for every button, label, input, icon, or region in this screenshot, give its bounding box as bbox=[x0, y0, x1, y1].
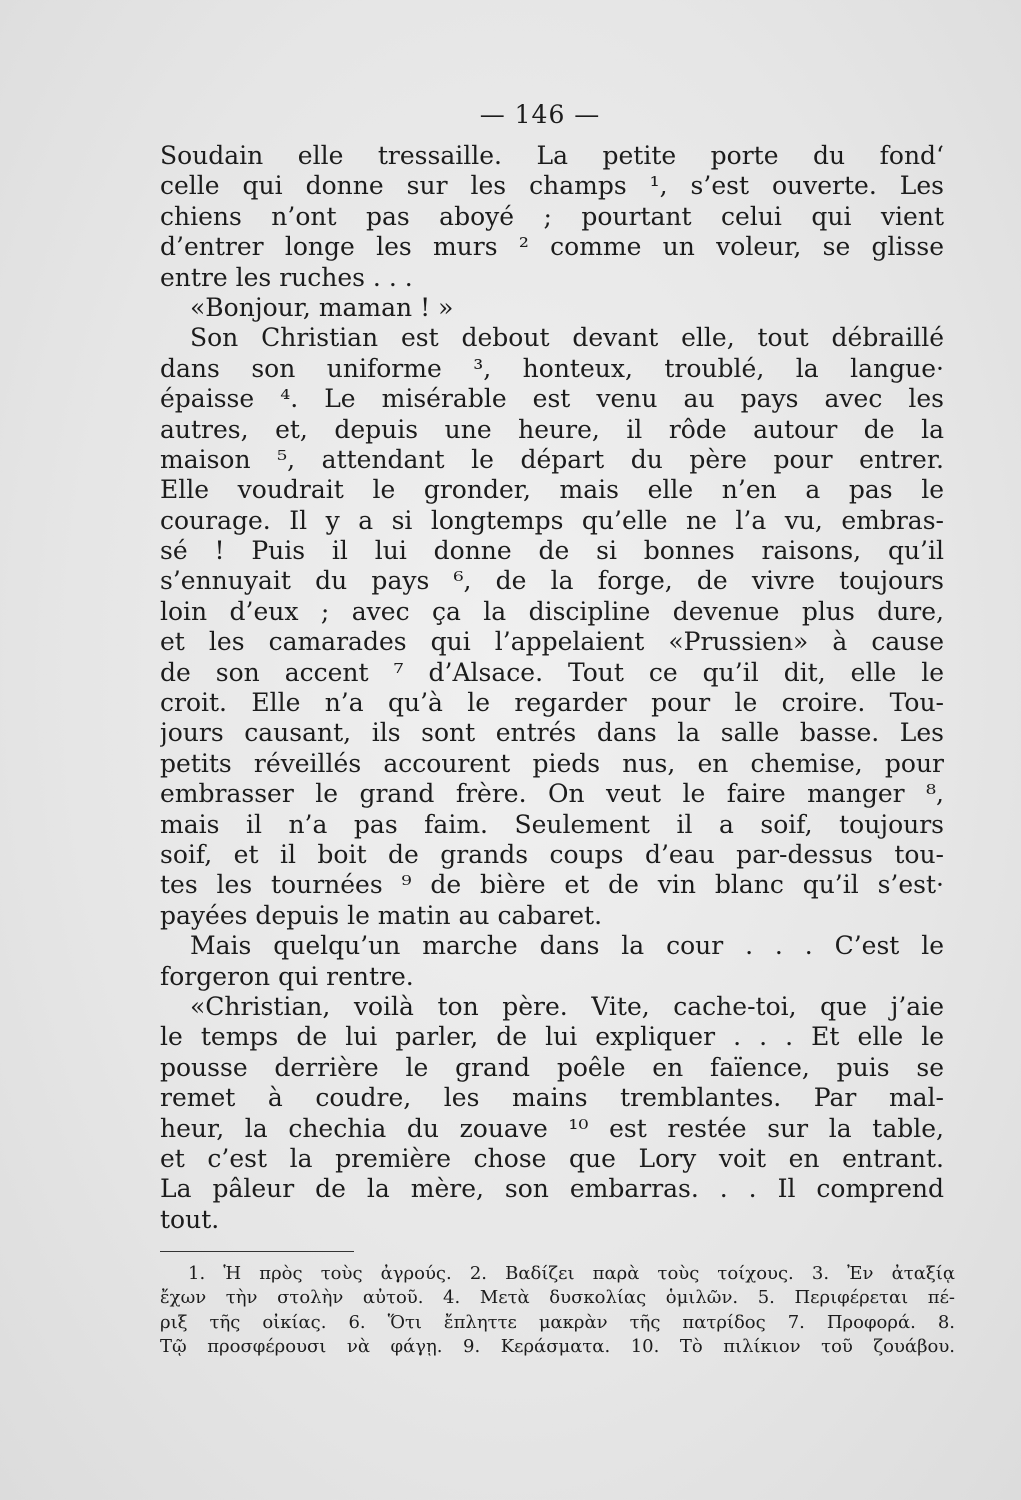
text-line: petits réveillés accourent pieds nus, en chemise, pour bbox=[160, 748, 944, 778]
text-line: mais il n’a pas faim. Seulement il a soif, toujours bbox=[160, 809, 944, 839]
footnote-line: ἔχων τὴν στολὴν αὐτοῦ. 4. Μετὰ δυσκολίας ὁμιλῶν. 5. Περιφέρεται πέ- bbox=[160, 1287, 955, 1309]
text-line: Elle voudrait le gronder, mais elle n’en a pas le bbox=[160, 475, 944, 505]
text-line: de son accent ⁷ d’Alsace. Tout ce qu’il dit, elle le bbox=[160, 657, 944, 687]
text-line: La pâleur de la mère, son embarras. . . Il comprend bbox=[160, 1174, 944, 1204]
text-line: celle qui donne sur les champs ¹, s’est ouverte. Les bbox=[160, 171, 944, 201]
text-line: pousse derrière le grand poêle en faïence, puis se bbox=[160, 1052, 944, 1082]
text-line: forgeron qui rentre. bbox=[160, 961, 414, 991]
text-line: heur, la chechia du zouave ¹⁰ est restée sur la table, bbox=[160, 1113, 944, 1143]
text-line: loin d’eux ; avec ça la discipline devenue plus dure, bbox=[160, 596, 944, 626]
body-text bbox=[160, 141, 944, 1235]
text-line: Son Christian est debout devant elle, tout débraillé bbox=[190, 323, 944, 353]
text-line: remet à coudre, les mains tremblantes. Par mal- bbox=[160, 1083, 944, 1113]
text-line: le temps de lui parler, de lui expliquer . . . Et elle le bbox=[160, 1022, 944, 1052]
text-line: «Bonjour, maman ! » bbox=[190, 292, 454, 322]
text-line: sé ! Puis il lui donne de si bonnes raisons, qu’il bbox=[160, 536, 944, 566]
footnote-line: 1. Ἡ πρὸς τοὺς ἀγρούς. 2. Βαδίζει παρὰ τοὺς τοίχους. 3. Ἐν ἀταξίᾳ bbox=[188, 1263, 955, 1284]
footnote-line: ριξ τῆς οἰκίας. 6. Ὅτι ἔπληττε μακρὰν τῆς πατρίδος 7. Προφορά. 8. bbox=[160, 1311, 955, 1333]
text-line: autres, et, depuis une heure, il rôde autour de la bbox=[160, 414, 944, 444]
text-line: entre les ruches . . . bbox=[160, 262, 413, 292]
text-line: maison ⁵, attendant le départ du père pour entrer. bbox=[160, 444, 944, 474]
text-line: d’entrer longe les murs ² comme un voleur, se glisse bbox=[160, 232, 944, 262]
text-line: épaisse ⁴. Le misérable est venu au pays avec les bbox=[160, 384, 944, 414]
text-line: jours causant, ils sont entrés dans la salle basse. Les bbox=[160, 718, 944, 748]
footnote-divider bbox=[160, 1251, 354, 1252]
footnote-line: Τῷ προσφέρουσι νὰ φάγῃ. 9. Κεράσματα. 10. Τὸ πιλίκιον τοῦ ζουάβου. bbox=[160, 1335, 955, 1357]
page-number: — 146 — bbox=[479, 100, 601, 129]
text-line: croit. Elle n’a qu’à le regarder pour le croire. Tou- bbox=[160, 688, 944, 718]
text-line: et c’est la première chose que Lory voit en entrant. bbox=[160, 1143, 944, 1173]
footnotes bbox=[160, 1262, 955, 1359]
text-line: tes les tournées ⁹ de bière et de vin blanc qu’il s’est· bbox=[160, 870, 944, 900]
text-line: s’ennuyait du pays ⁶, de la forge, de vivre toujours bbox=[160, 566, 944, 596]
text-line: courage. Il y a si longtemps qu’elle ne l’a vu, embras- bbox=[160, 505, 944, 535]
text-line: Mais quelqu’un marche dans la cour . . . C’est le bbox=[190, 931, 944, 961]
text-line: «Christian, voilà ton père. Vite, cache-toi, que j’aie bbox=[190, 991, 944, 1021]
text-line: soif, et il boit de grands coups d’eau par-dessus tou- bbox=[160, 839, 944, 869]
text-line: payées depuis le matin au cabaret. bbox=[160, 900, 603, 930]
text-line: Soudain elle tressaille. La petite porte du fond‘ bbox=[160, 141, 944, 170]
text-line: chiens n’ont pas aboyé ; pourtant celui qui vient bbox=[160, 201, 944, 231]
text-line: tout. bbox=[160, 1204, 220, 1234]
text-line: dans son uniforme ³, honteux, troublé, la langue· bbox=[160, 353, 944, 383]
text-line: et les camarades qui l’appelaient «Prussien» à cause bbox=[160, 627, 944, 657]
text-line: embrasser le grand frère. On veut le faire manger ⁸, bbox=[160, 779, 944, 809]
